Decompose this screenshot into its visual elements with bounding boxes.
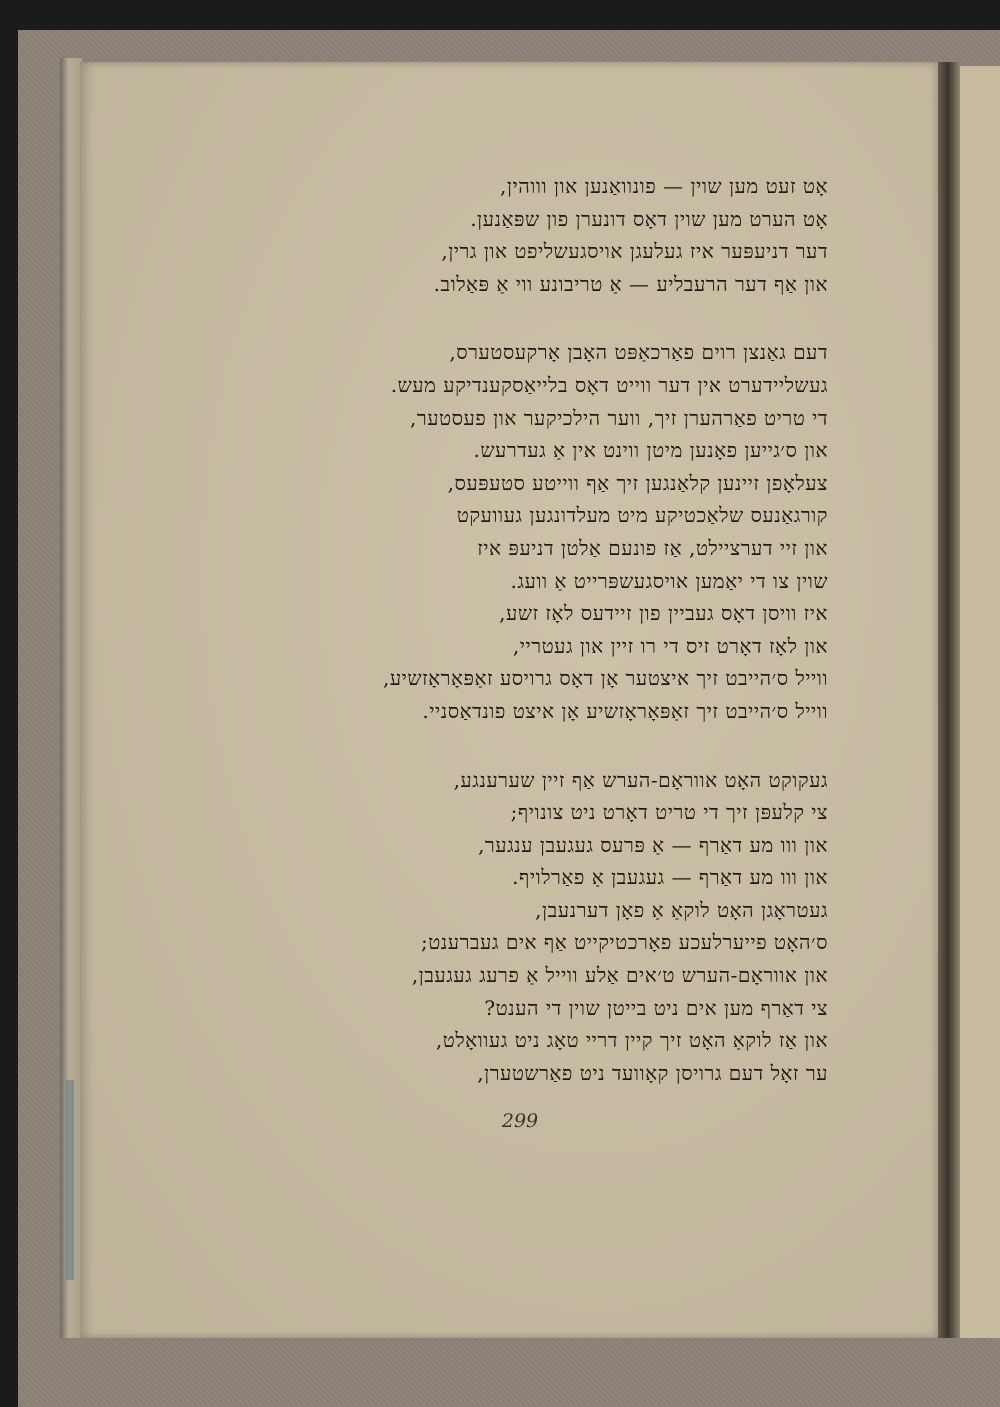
poem-line: איז וויסן דאָס געביין פון זיידעס לאָז זשע,	[499, 601, 828, 626]
poem-line: אָט זעט מען שוין — פונוואַנען און וווהין,	[500, 174, 828, 198]
facing-page-edge	[960, 66, 1000, 1338]
stanza-2	[150, 336, 828, 727]
poem-line: און זיי דערציילט, אַז פונעם אַלטן דניעפּ איז	[477, 535, 828, 560]
poem-line: געקוקט האָט אווראָם-הערש אַף זיין שערענגע,	[453, 767, 828, 792]
poem-line: קורגאַנעס שלאַכטיקע מיט מעלדונגען געוועקט	[456, 503, 828, 528]
poem-line: דער דניעפּער איז געלעגן אויסגעשליפט און גרין,	[441, 239, 828, 264]
stanza-1	[150, 170, 828, 300]
poem-line: שוין צו די יאַמען אויסגעשפּרייט אַ וועג.	[510, 568, 828, 593]
poem-line: און אווראָם-הערש ט׳אים אַלע ווייל אַ פרעג געגעבן,	[411, 963, 828, 988]
stanza-3	[150, 764, 828, 1090]
poem-line: די טריט פאַרהערן זיך, ווער הילכיקער און פעסטער,	[410, 405, 828, 430]
poem-line: דעם גאַנצן רוים פאַרכאַפּט האָבן אָרקעסטערס,	[449, 340, 828, 365]
poem-line: צי קלעפּן זיך די טריט דאָרט ניט צונויף;	[510, 800, 828, 825]
poem-line: און ס׳גייען פאָנען מיטן ווינט אין אַ געדרעש.	[473, 438, 828, 463]
poem-line: געטראָגן האָט לוקאַ אַ פאָן דערנעבן,	[535, 897, 828, 922]
poem-line: און אַף דער הרעבליע — אַ טריבונע ווי אַ פּאַלוב.	[433, 271, 828, 296]
poem-line: און אַז לוקאַ האָט זיך קיין דריי טאָג ניט געוואָלט,	[435, 1028, 828, 1053]
page-number: 299	[501, 1110, 539, 1132]
poem-line: צי דאַרף מען אים ניט בייטן שוין די הענט?	[484, 995, 828, 1020]
poem-line: ס׳האָט פייערלעכע פאָרכטיקייט אַף אים געברענט;	[420, 930, 828, 955]
poem-line: ער זאָל דעם גרויסן קאָוועד ניט פאַרשטערן,	[477, 1060, 828, 1085]
poem-line: און ווו מע דאַרף — אַ פּרעס געגעבן ענגער,	[478, 832, 828, 857]
poem-line: און ווו מע דאַרף — געגעבן אַ פאַרלויף.	[512, 865, 828, 890]
poem-line: צעלאָפן זיינען קלאַנגען זיך אַף ווייטע סטעפּעס,	[447, 470, 828, 495]
poem-line: געשליידערט אין דער ווייט דאָס בלייאַסקענדיקע מעש.	[390, 372, 828, 397]
poem-line: און לאָז דאָרט זיס די רו זיין און געטריי,	[512, 633, 828, 658]
poem-line: ווייל ס׳הייבט זיך איצטער אָן דאָס גרויסע זאַפּאָראָזשיע,	[383, 666, 828, 691]
poem-line: אָט הערט מען שוין דאָס דונערן פון שפּאַנען.	[470, 206, 828, 231]
poem-text	[150, 170, 828, 1125]
book-gutter	[938, 62, 960, 1338]
poem-line: ווייל ס׳הייבט זיך זאַפּאָראָזשיע אָן איצט פונדאַסניי.	[422, 698, 828, 723]
spine-binding	[66, 1080, 74, 1280]
